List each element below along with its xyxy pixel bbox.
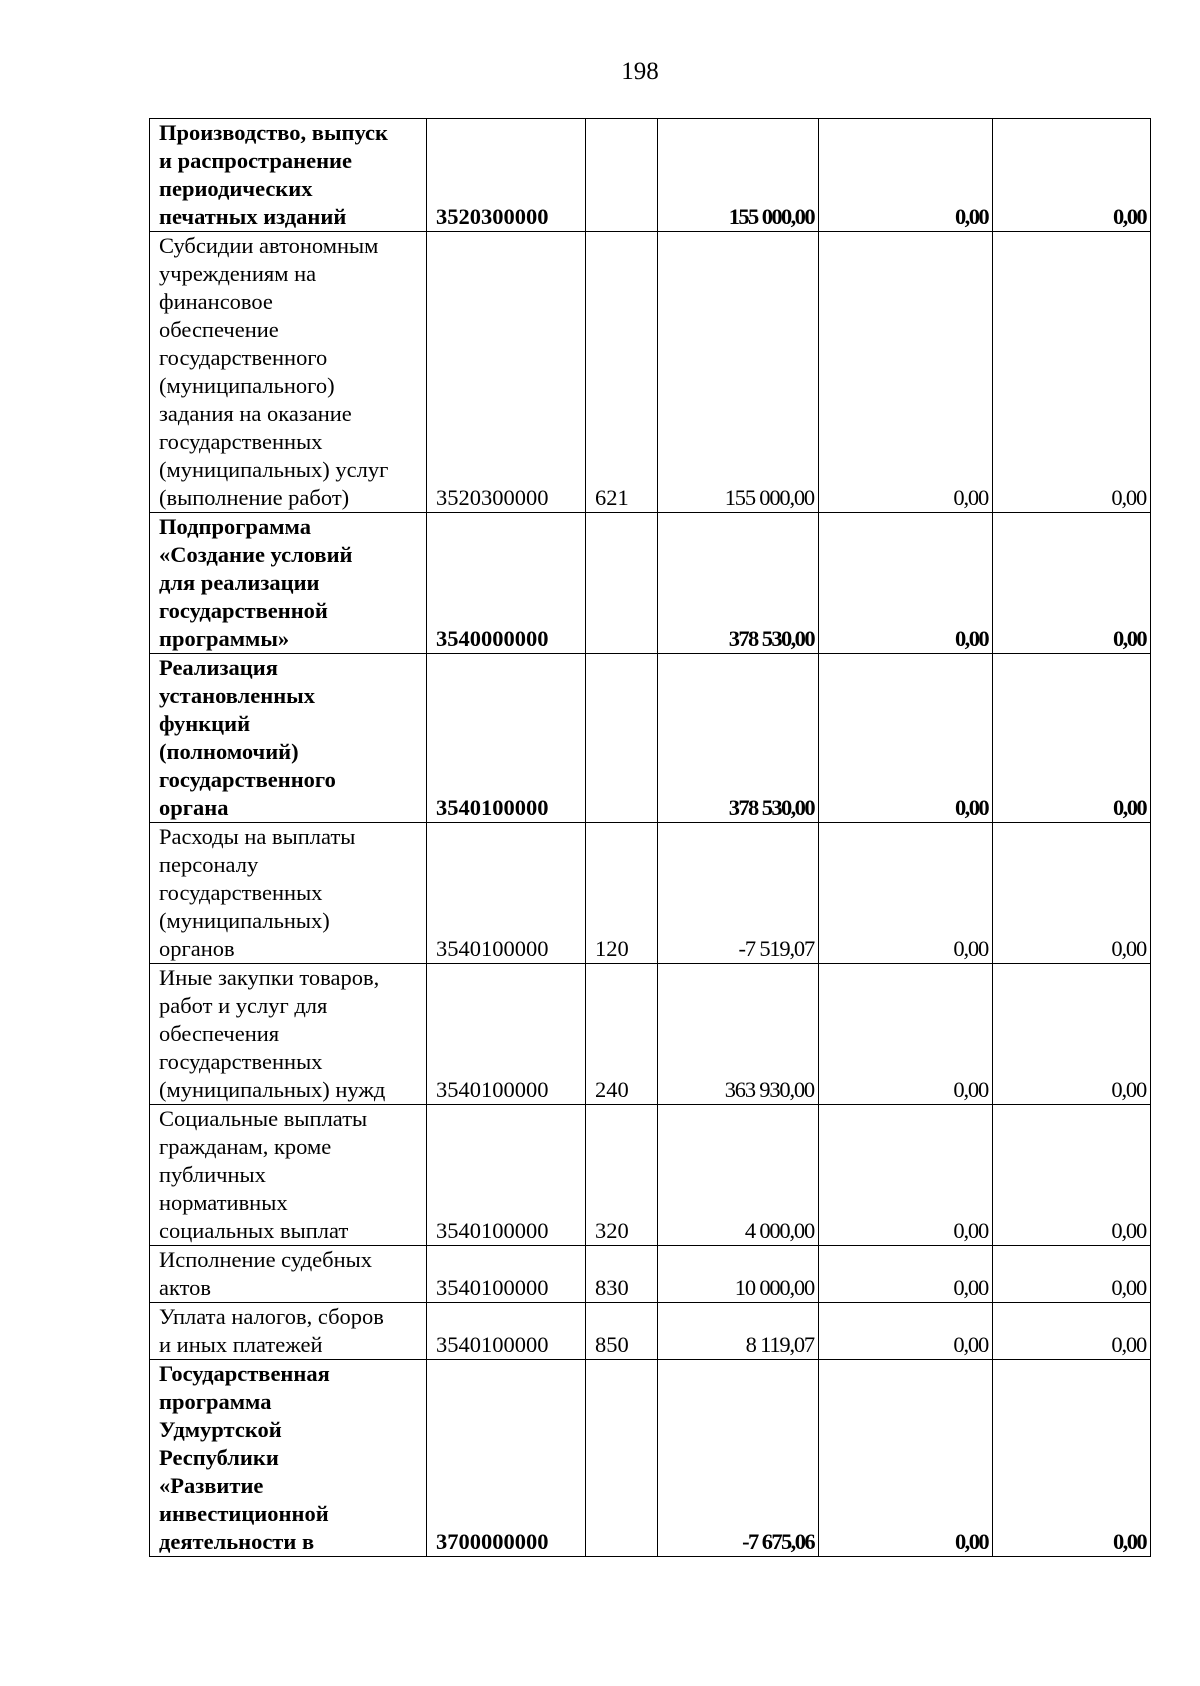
table-row (150, 1303, 1151, 1360)
row-value-2-cell: 0,00 (819, 1246, 993, 1303)
row-name-cell: Уплата налогов, сборов и иных платежей (150, 1303, 427, 1360)
row-value-3-cell: 0,00 (993, 823, 1151, 964)
row-value-3-cell: 0,00 (993, 1303, 1151, 1360)
row-code-cell: 3540100000 (427, 1105, 586, 1246)
row-value-1-cell: -7 519,07 (658, 823, 819, 964)
row-type-cell: 120 (586, 823, 658, 964)
row-value-2-cell: 0,00 (819, 1105, 993, 1246)
table-row (150, 232, 1151, 513)
table-row (150, 964, 1151, 1105)
row-code-cell: 3520300000 (427, 119, 586, 232)
row-code-cell: 3540100000 (427, 1246, 586, 1303)
row-code-cell: 3520300000 (427, 232, 586, 513)
row-name-cell: Социальные выплаты гражданам, кроме публичных нормативных социальных выплат (150, 1105, 427, 1246)
row-code-cell: 3540100000 (427, 654, 586, 823)
row-type-cell: 830 (586, 1246, 658, 1303)
row-value-1-cell: 8 119,07 (658, 1303, 819, 1360)
budget-table (149, 118, 1151, 1557)
row-type-cell (586, 1360, 658, 1557)
row-type-cell: 621 (586, 232, 658, 513)
table-row (150, 119, 1151, 232)
row-type-cell: 240 (586, 964, 658, 1105)
table-row (150, 654, 1151, 823)
row-code-cell: 3540100000 (427, 964, 586, 1105)
row-value-3-cell: 0,00 (993, 964, 1151, 1105)
row-name-cell: Подпрограмма «Создание условий для реализации государственной программы» (150, 513, 427, 654)
row-value-2-cell: 0,00 (819, 119, 993, 232)
row-value-1-cell: 363 930,00 (658, 964, 819, 1105)
row-value-2-cell: 0,00 (819, 513, 993, 654)
row-type-cell (586, 513, 658, 654)
row-value-1-cell: 155 000,00 (658, 232, 819, 513)
row-value-3-cell: 0,00 (993, 654, 1151, 823)
row-type-cell (586, 119, 658, 232)
row-name-cell: Исполнение судебных актов (150, 1246, 427, 1303)
row-value-2-cell: 0,00 (819, 964, 993, 1105)
table-row (150, 1360, 1151, 1557)
row-type-cell: 320 (586, 1105, 658, 1246)
row-name-cell: Иные закупки товаров, работ и услуг для обеспечения государственных (муниципальных) нужд (150, 964, 427, 1105)
row-name-cell: Расходы на выплаты персоналу государственных (муниципальных) органов (150, 823, 427, 964)
row-value-3-cell: 0,00 (993, 119, 1151, 232)
table-row (150, 1246, 1151, 1303)
row-code-cell: 3540000000 (427, 513, 586, 654)
table-row (150, 823, 1151, 964)
row-value-1-cell: 378 530,00 (658, 513, 819, 654)
row-value-1-cell: -7 675,06 (658, 1360, 819, 1557)
row-code-cell: 3700000000 (427, 1360, 586, 1557)
row-value-2-cell: 0,00 (819, 1303, 993, 1360)
row-name-cell: Субсидии автономным учреждениям на финансовое обеспечение государственного (муниципального) задания на оказание государственных (муниципальных) услуг (выполнение работ) (150, 232, 427, 513)
row-value-2-cell: 0,00 (819, 823, 993, 964)
row-code-cell: 3540100000 (427, 1303, 586, 1360)
row-value-3-cell: 0,00 (993, 1246, 1151, 1303)
row-value-3-cell: 0,00 (993, 232, 1151, 513)
table-row (150, 513, 1151, 654)
row-value-1-cell: 155 000,00 (658, 119, 819, 232)
row-value-2-cell: 0,00 (819, 654, 993, 823)
row-value-3-cell: 0,00 (993, 1105, 1151, 1246)
page-number: 198 (621, 58, 659, 85)
row-value-2-cell: 0,00 (819, 232, 993, 513)
row-name-cell: Государственная программа Удмуртской Республики «Развитие инвестиционной деятельности в (150, 1360, 427, 1557)
row-name-cell: Реализация установленных функций (полномочий) государственного органа (150, 654, 427, 823)
row-type-cell (586, 654, 658, 823)
row-value-1-cell: 4 000,00 (658, 1105, 819, 1246)
table-row (150, 1105, 1151, 1246)
row-value-3-cell: 0,00 (993, 513, 1151, 654)
row-value-2-cell: 0,00 (819, 1360, 993, 1557)
row-value-3-cell: 0,00 (993, 1360, 1151, 1557)
row-value-1-cell: 378 530,00 (658, 654, 819, 823)
row-code-cell: 3540100000 (427, 823, 586, 964)
row-type-cell: 850 (586, 1303, 658, 1360)
budget-table-body (150, 119, 1151, 1557)
row-name-cell: Производство, выпуск и распространение периодических печатных изданий (150, 119, 427, 232)
row-value-1-cell: 10 000,00 (658, 1246, 819, 1303)
